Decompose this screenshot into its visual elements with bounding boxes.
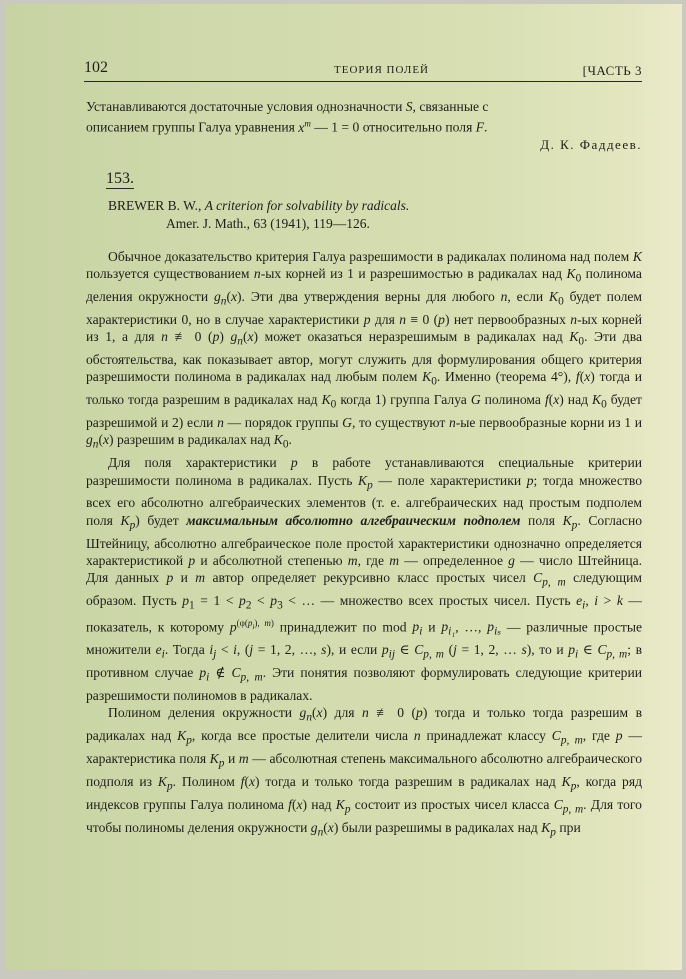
paragraph-2: Для поля характеристики p в работе устанавливаются специальные критерии разрешимости полинома в радикалах. Пусть $K_p$ — поле характеристики p; тогда множество всех его абсолютно алгебраических элементов (т. е. алгебраических над простым подполем поля $K_p$) будет максимальным абсолютно алгебраическим подполем поля $K_p$. Согласно Штейницу, абсолютно алгебраическое поле простой характеристики однозначно определяется характеристикой p и абсолютной степенью m, где m — определенное g — число Штейница. Для данных p и m автор определяет рекурсивно класс простых чисел $C_{p, m}$ следующим образом. Пусть $p_1 = 1 < p_2 < p_3$ < … — множество всех простых чисел. Пусть $e_i$, i > k — показатель, к которому $p^{(\varphi(p_i), m)}$ принадлежит по mod $p_i$ и $p_{i_1}$, …, $p_{i_s}$ — различные простые множители $e_i$. Тогда $i_j < i$, (j = 1, 2, …, s), и если $p_{ij}$ ∈ $C_{p, m}$ (j = 1, 2, … s), то и $p_i$ ∈ $C_{p, m}$; в противном случае $p_i$ ∉ $C_{p, m}$. Эти понятия позволяют формулировать следующие критерии разрешимости полиномов в радикалах.: [86, 455, 643, 704]
reference-title: A criterion for solvability by radicals.: [204, 198, 410, 213]
paragraph-3: Полином деления окружности $g_n(x)$ для n ≢ 0 (p) тогда и только тогда разрешим в радикалах над $K_p$, когда все простые делители числа n принадлежат классу $C_{p, m}$, где p — характеристика поля $K_p$ и m — абсолютная степень максимального абсолютно алгебраического подполя из $K_p$. Полином f(x) тогда и только тогда разрешим в радикалах над $K_p$, когда ряд индексов группы Галуа полинома f(x) над $K_p$ состоит из простых чисел класса $C_{p, m}$. Для того чтобы полиномы деления окружности $g_n(x)$ были разрешимы в радикалах над $K_p$ при: [86, 705, 643, 839]
reviewer-signature: Д. К. Фаддеев.: [540, 137, 642, 152]
reference-author: BREWER B. W.,: [108, 198, 202, 213]
previous-review-tail: [86, 98, 642, 152]
review-number: 153.: [106, 170, 134, 187]
part-label: [ЧАСТЬ 3: [582, 63, 642, 78]
page-number: 102: [84, 59, 108, 76]
review-body: [86, 248, 642, 842]
text-line: описанием группы Галуа уравнения $x^m$ — 1 = 0 относительно поля F.: [86, 118, 488, 135]
reference-line-1: [108, 198, 409, 214]
running-header: [84, 55, 642, 82]
text-line: Устанавливаются достаточные условия однозначности S, связанные с: [86, 99, 489, 114]
reference-journal: Amer. J. Math., 63 (1941), 119—126.: [166, 216, 370, 231]
running-title: ТЕОРИЯ ПОЛЕЙ: [334, 64, 429, 76]
scanned-page: [6, 4, 682, 970]
paragraph-1: Обычное доказательство критерия Галуа разрешимости в радикалах полинома над полем K пользуется существованием n-ых корней из 1 и разрешимостью в радикалах над $K_0$ полинома деления окружности $g_n(x)$. Эти два утверждения верны для любого n, если $K_0$ будет полем характеристики 0, но в случае характеристики p для n ≡ 0 (p) нет первообразных n-ых корней из 1, а для n ≢ 0 (p) $g_n(x)$ может оказаться неразрешимым в радикалах над $K_0$. Эти два обстоятельства, как показывает автор, могут служить для формулирования общего критерия разрешимости полинома в радикалах над любым полем $K_0$. Именно (теорема 4°), f(x) тогда и только тогда разрешим в радикалах над $K_0$ когда 1) группа Галуа G полинома f(x) над $K_0$ будет разрешимой и 2) если n — порядок группы G, то существуют n-ые первообразные корни из 1 и $g_n(x)$ разрешим в радикалах над $K_0$.: [86, 249, 643, 452]
